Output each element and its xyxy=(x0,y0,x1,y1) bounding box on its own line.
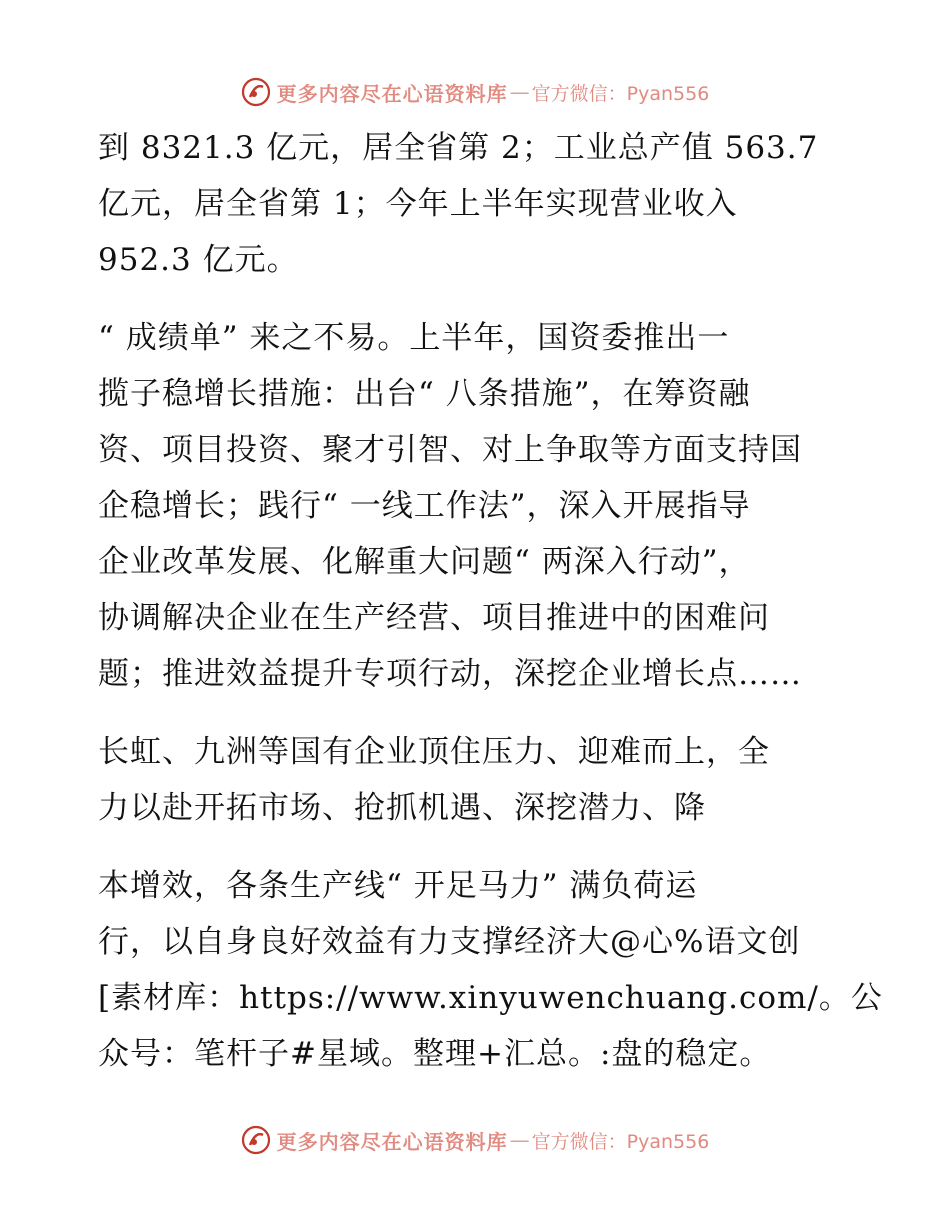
text-line: [素材库：https://www.xinyuwenchuang.com/。公 xyxy=(98,980,883,1016)
text-line: 亿元，居全省第 1；今年上半年实现营业收入 xyxy=(98,186,738,222)
text-line: 行，以自身良好效益有力支撑经济大@心%语文创 xyxy=(98,924,801,960)
text-line: 力以赴开拓市场、抢抓机遇、深挖潜力、降 xyxy=(98,790,706,826)
paragraph-1 xyxy=(98,120,858,288)
watermark-separator: — xyxy=(509,80,530,104)
text-line: 资、项目投资、聚才引智、对上争取等方面支持国 xyxy=(98,432,802,468)
document-body xyxy=(98,120,883,1082)
watermark-contact: 官方微信：Pyan556 xyxy=(531,82,710,105)
text-line: 众号：笔杆子#星域。整理+汇总。:盘的稳定。 xyxy=(98,1036,772,1072)
text-line: 题；推进效益提升专项行动，深挖企业增长点…… xyxy=(98,656,802,692)
watermark-title: 更多内容尽在心语资料库 xyxy=(276,1129,508,1154)
text-line: 952.3 亿元。 xyxy=(98,242,299,278)
text-line: 协调解决企业在生产经营、项目推进中的困难问 xyxy=(98,600,770,636)
text-line: 到 8321.3 亿元，居全省第 2；工业总产值 563.7 xyxy=(98,130,819,166)
text-line: 企业改革发展、化解重大问题“ 两深入行动”， xyxy=(98,544,751,580)
paragraph-3 xyxy=(98,724,858,836)
header-watermark xyxy=(0,72,950,112)
text-line: 本增效，各条生产线“ 开足马力” 满负荷运 xyxy=(98,868,698,904)
text-line: 企稳增长；践行“ 一线工作法”，深入开展指导 xyxy=(98,488,751,524)
watermark-title: 更多内容尽在心语资料库 xyxy=(276,81,508,106)
text-line: 揽子稳增长措施：出台“ 八条措施”，在筹资融 xyxy=(98,376,751,412)
paragraph-2 xyxy=(98,310,858,702)
logo-icon xyxy=(241,77,271,107)
watermark-contact: 官方微信：Pyan556 xyxy=(531,1130,710,1153)
text-line: 长虹、九洲等国有企业顶住压力、迎难而上，全 xyxy=(98,734,770,770)
paragraph-4 xyxy=(98,858,883,1082)
watermark-separator: — xyxy=(509,1128,530,1152)
footer-watermark xyxy=(0,1120,950,1160)
logo-icon xyxy=(241,1125,271,1155)
text-line: “ 成绩单” 来之不易。上半年，国资委推出一 xyxy=(98,320,730,356)
